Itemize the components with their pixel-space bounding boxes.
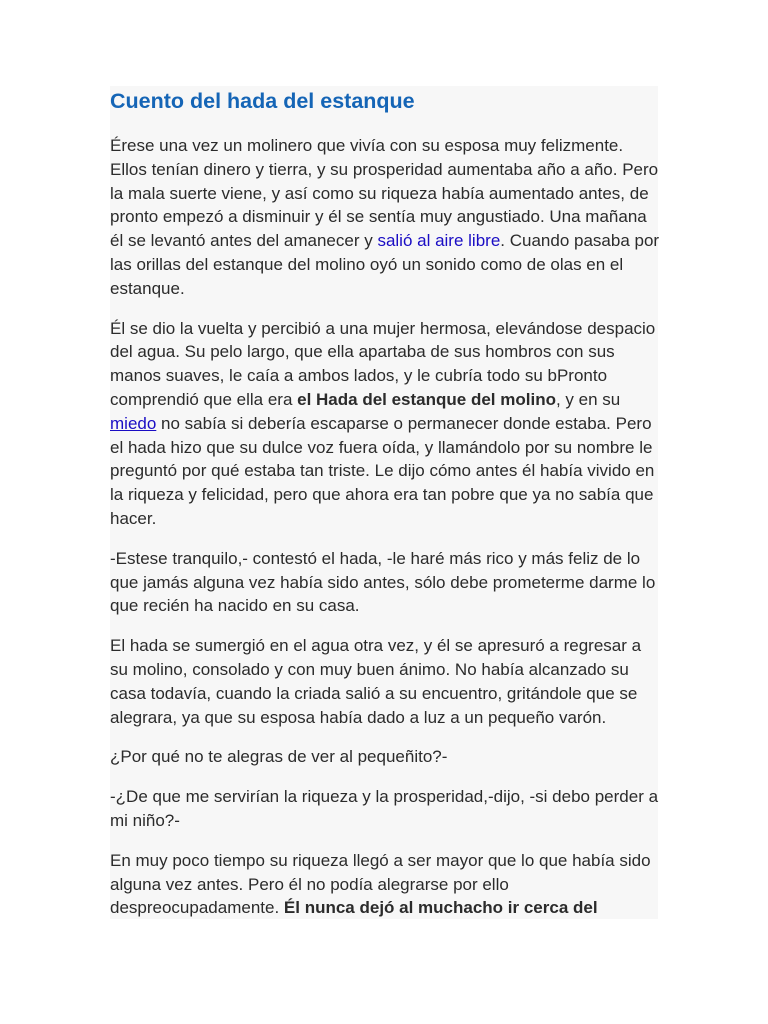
paragraph-7-text: En muy poco tiempo su riqueza llegó a ser mayor que lo que había sido alguna vez antes. Pero él no podía alegrarse por ello despreocupadamente. [110, 850, 651, 918]
paragraph-2-bold: el Hada del estanque del molino [297, 389, 556, 409]
paragraph-1 [110, 134, 660, 301]
paragraph-2-text-c: no sabía si debería escaparse o permanecer donde estaba. Pero el hada hizo que su dulce voz fuera oída, y llamándolo por su nombre le preguntó por qué estaba tan triste. Le dijo cómo antes él había vivido en la riqueza y felicidad, pero que ahora era tan pobre que ya no sabía que hacer. [110, 413, 655, 528]
paragraph-1-text-a: Érese una vez un molinero que vivía con su esposa muy felizmente. Ellos tenían dinero y tierra, y su prosperidad aumentaba año a año. Pero la mala suerte viene, y así como su riqueza había aumentado antes, de pronto empezó a disminuir y él se sentía muy angustiado. Una mañana él se levantó antes del amanecer y [110, 136, 659, 251]
paragraph-2 [110, 317, 660, 531]
paragraph-5: ¿Por qué no te alegras de ver al pequeñito?- [110, 747, 448, 767]
paragraph-1-text-b: . Cuando pasaba por las orillas del estanque del molino oyó un sonido como de olas en el estanque. [110, 231, 660, 298]
paragraph-2-text-a: Él se dio la vuelta y percibió a una mujer hermosa, elevándose despacio del agua. Su pelo largo, que ella apartaba de sus hombros con sus manos suaves, le caía a ambos lados, y le cubría todo su bPronto comprendió que ella era [110, 318, 656, 409]
paragraph-2-text-b: , y en su [555, 389, 621, 409]
paragraph-7 [110, 849, 660, 919]
link-salio-al-aire-libre[interactable]: salió al aire libre [377, 231, 501, 251]
article-title: Cuento del hada del estanque [110, 89, 415, 113]
article [110, 86, 660, 919]
paragraph-6: -¿De que me servirían la riqueza y la prosperidad,-dijo, -si debo perder a mi niño?- [110, 787, 659, 830]
paragraph-7-bold: Él nunca dejó al muchacho ir cerca del [283, 898, 598, 918]
link-miedo[interactable]: miedo [110, 413, 157, 433]
paragraph-4: El hada se sumergió en el agua otra vez, y él se apresuró a regresar a su molino, consolado y con muy buen ánimo. No había alcanzado su casa todavía, cuando la criada salió a su encuentro, gritándole que se alegrara, ya que su esposa había dado a luz a un pequeño varón. [110, 636, 642, 727]
paragraph-3: -Estese tranquilo,- contestó el hada, -le haré más rico y más feliz de lo que jamás alguna vez había sido antes, sólo debe prometerme darme lo que recién ha nacido en su casa. [110, 548, 656, 616]
